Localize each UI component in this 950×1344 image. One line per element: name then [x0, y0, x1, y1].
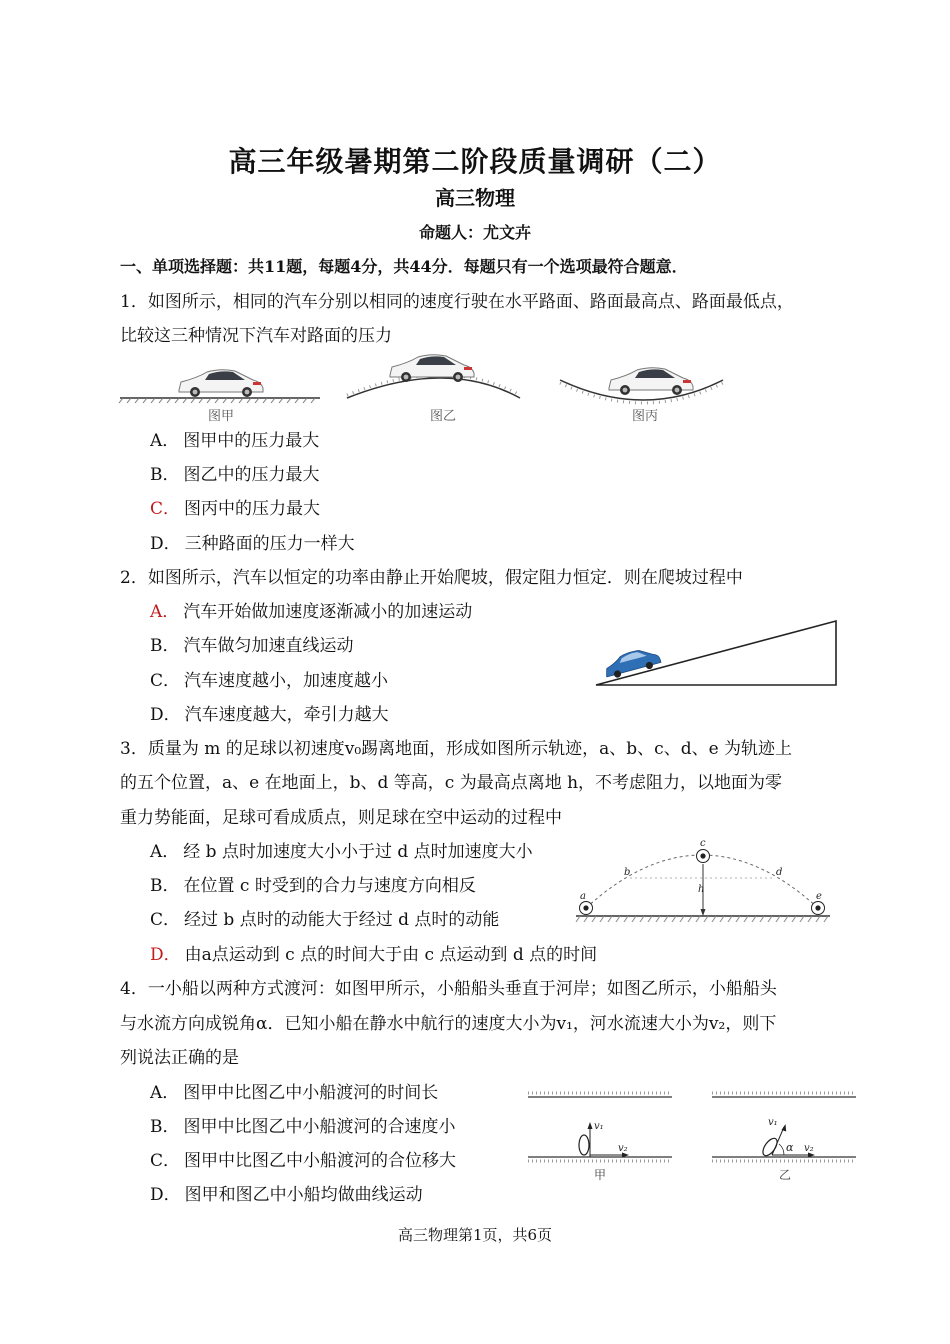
- q1-text-line1: 1．如图所示，相同的汽车分别以相同的速度行驶在水平路面、路面最高点、路面最低点，: [120, 292, 794, 312]
- option-letter: A．: [150, 1083, 180, 1103]
- option-text: 汽车速度越小，加速度越小: [184, 671, 389, 691]
- label-v1: v₁: [768, 1117, 778, 1128]
- option-text: 图乙中的压力最大: [183, 465, 320, 485]
- q4-text-line3: 列说法正确的是: [120, 1048, 239, 1068]
- option-text: 汽车做匀加速直线运动: [183, 636, 354, 656]
- label-c: c: [700, 838, 706, 849]
- q4-option-a[interactable]: [150, 1082, 438, 1104]
- q2-text-line1: 2．如图所示，汽车以恒定的功率由静止开始爬坡，假定阻力恒定．则在爬坡过程中: [120, 568, 743, 588]
- option-letter: D．: [150, 945, 181, 965]
- q1-caption-c: 图丙: [632, 409, 659, 424]
- q2-option-a[interactable]: [150, 601, 472, 623]
- label-v1: v₁: [594, 1121, 604, 1132]
- boat-icon: [579, 1135, 589, 1155]
- option-text: 图甲中的压力最大: [183, 431, 320, 451]
- q3-text-line2: 的五个位置，a、e 在地面上，b、d 等高，c 为最高点离地 h，不考虑阻力，以地面为零: [120, 773, 783, 793]
- q4-text-line1: 4．一小船以两种方式渡河：如图甲所示，小船船头垂直于河岸；如图乙所示，小船船头: [120, 979, 777, 999]
- q4-option-b[interactable]: [150, 1116, 456, 1138]
- figure-convex-road: [347, 355, 520, 398]
- label-v2: v₂: [618, 1143, 628, 1154]
- option-text: 在位置 c 时受到的合力与速度方向相反: [183, 876, 476, 896]
- label-d: d: [776, 867, 783, 878]
- river-figure-a: [528, 1093, 672, 1182]
- option-letter: C．: [150, 499, 181, 519]
- figure-flat-road: [119, 370, 320, 403]
- option-letter: B．: [150, 465, 180, 485]
- q2-option-b[interactable]: [150, 635, 354, 657]
- option-text: 汽车速度越大，牵引力越大: [184, 705, 389, 725]
- q3-trajectory-figure: [572, 836, 834, 924]
- q3-option-c[interactable]: [150, 909, 499, 931]
- option-letter: B．: [150, 876, 180, 896]
- exam-title: 高三年级暑期第二阶段质量调研（二）: [228, 145, 722, 178]
- page-footer: 高三物理第1页，共6页: [397, 1226, 553, 1244]
- trajectory-path: [586, 855, 818, 908]
- subject-title: 高三物理: [435, 186, 515, 210]
- q1-caption-b: 图乙: [430, 409, 457, 424]
- q4-option-d[interactable]: [150, 1184, 423, 1206]
- option-letter: D．: [150, 534, 181, 554]
- option-text: 三种路面的压力一样大: [184, 534, 355, 554]
- car-icon: [609, 368, 693, 395]
- option-letter: A．: [150, 842, 180, 862]
- option-text: 图丙中的压力最大: [184, 499, 321, 519]
- q1-caption-a: 图甲: [208, 409, 235, 424]
- q2-option-c[interactable]: [150, 670, 388, 692]
- q1-option-b[interactable]: [150, 464, 320, 486]
- option-text: 图甲中比图乙中小船渡河的合位移大: [184, 1151, 457, 1171]
- option-letter: D．: [150, 1185, 181, 1205]
- q3-text-line1: 3．质量为 m 的足球以初速度v₀踢离地面，形成如图所示轨迹，a、b、c、d、e 为轨迹上: [120, 739, 793, 759]
- option-text: 经过 b 点时的动能大于经过 d 点时的动能: [184, 910, 500, 930]
- label-b: b: [624, 867, 631, 878]
- option-letter: C．: [150, 671, 181, 691]
- q3-option-a[interactable]: [150, 841, 533, 863]
- option-letter: A．: [150, 602, 180, 622]
- football-icon: [580, 850, 825, 915]
- river-figure-b: [712, 1093, 856, 1182]
- label-alpha: α: [786, 1141, 794, 1154]
- option-letter: B．: [150, 1117, 180, 1137]
- option-text: 汽车开始做加速度逐渐减小的加速运动: [183, 602, 473, 622]
- label-h: h: [698, 884, 705, 895]
- option-text: 经 b 点时加速度大小小于过 d 点时加速度大小: [183, 842, 533, 862]
- option-text: 图甲中比图乙中小船渡河的时间长: [183, 1083, 439, 1103]
- option-text: 图甲和图乙中小船均做曲线运动: [184, 1185, 423, 1205]
- q4-river-figures: [522, 1085, 860, 1185]
- q3-option-d[interactable]: [150, 944, 597, 966]
- q1-text-line2: 比较这三种情况下汽车对路面的压力: [120, 326, 392, 346]
- option-text: 图甲中比图乙中小船渡河的合速度小: [183, 1117, 456, 1137]
- q2-option-d[interactable]: [150, 704, 389, 726]
- label-v2: v₂: [804, 1143, 814, 1154]
- author-line: 命题人：尤文卉: [418, 223, 531, 242]
- caption-yi: 乙: [779, 1168, 792, 1182]
- option-letter: C．: [150, 910, 181, 930]
- option-letter: C．: [150, 1151, 181, 1171]
- q4-option-c[interactable]: [150, 1150, 456, 1172]
- q1-road-figures: [115, 350, 735, 410]
- q2-slope-figure: [590, 615, 842, 691]
- option-letter: B．: [150, 636, 180, 656]
- q3-option-b[interactable]: [150, 875, 476, 897]
- option-letter: A．: [150, 431, 180, 451]
- label-e: e: [816, 891, 822, 902]
- label-a: a: [580, 891, 586, 902]
- q1-option-d[interactable]: [150, 533, 355, 555]
- q4-text-line2: 与水流方向成锐角α．已知小船在静水中航行的速度大小为v₁，河水流速大小为v₂，则下: [120, 1014, 777, 1034]
- figure-concave-road: [560, 368, 723, 403]
- option-text: 由a点运动到 c 点的时间大于由 c 点运动到 d 点的时间: [184, 945, 598, 965]
- q3-text-line3: 重力势能面，足球可看成质点，则足球在空中运动的过程中: [120, 808, 562, 828]
- q1-option-c[interactable]: [150, 498, 320, 520]
- section-heading: 一、单项选择题：共11题，每题4分，共44分．每题只有一个选项最符合题意．: [120, 257, 688, 276]
- q1-option-a[interactable]: [150, 430, 319, 452]
- caption-jia: 甲: [594, 1168, 607, 1182]
- option-letter: D．: [150, 705, 181, 725]
- car-icon: [179, 370, 263, 397]
